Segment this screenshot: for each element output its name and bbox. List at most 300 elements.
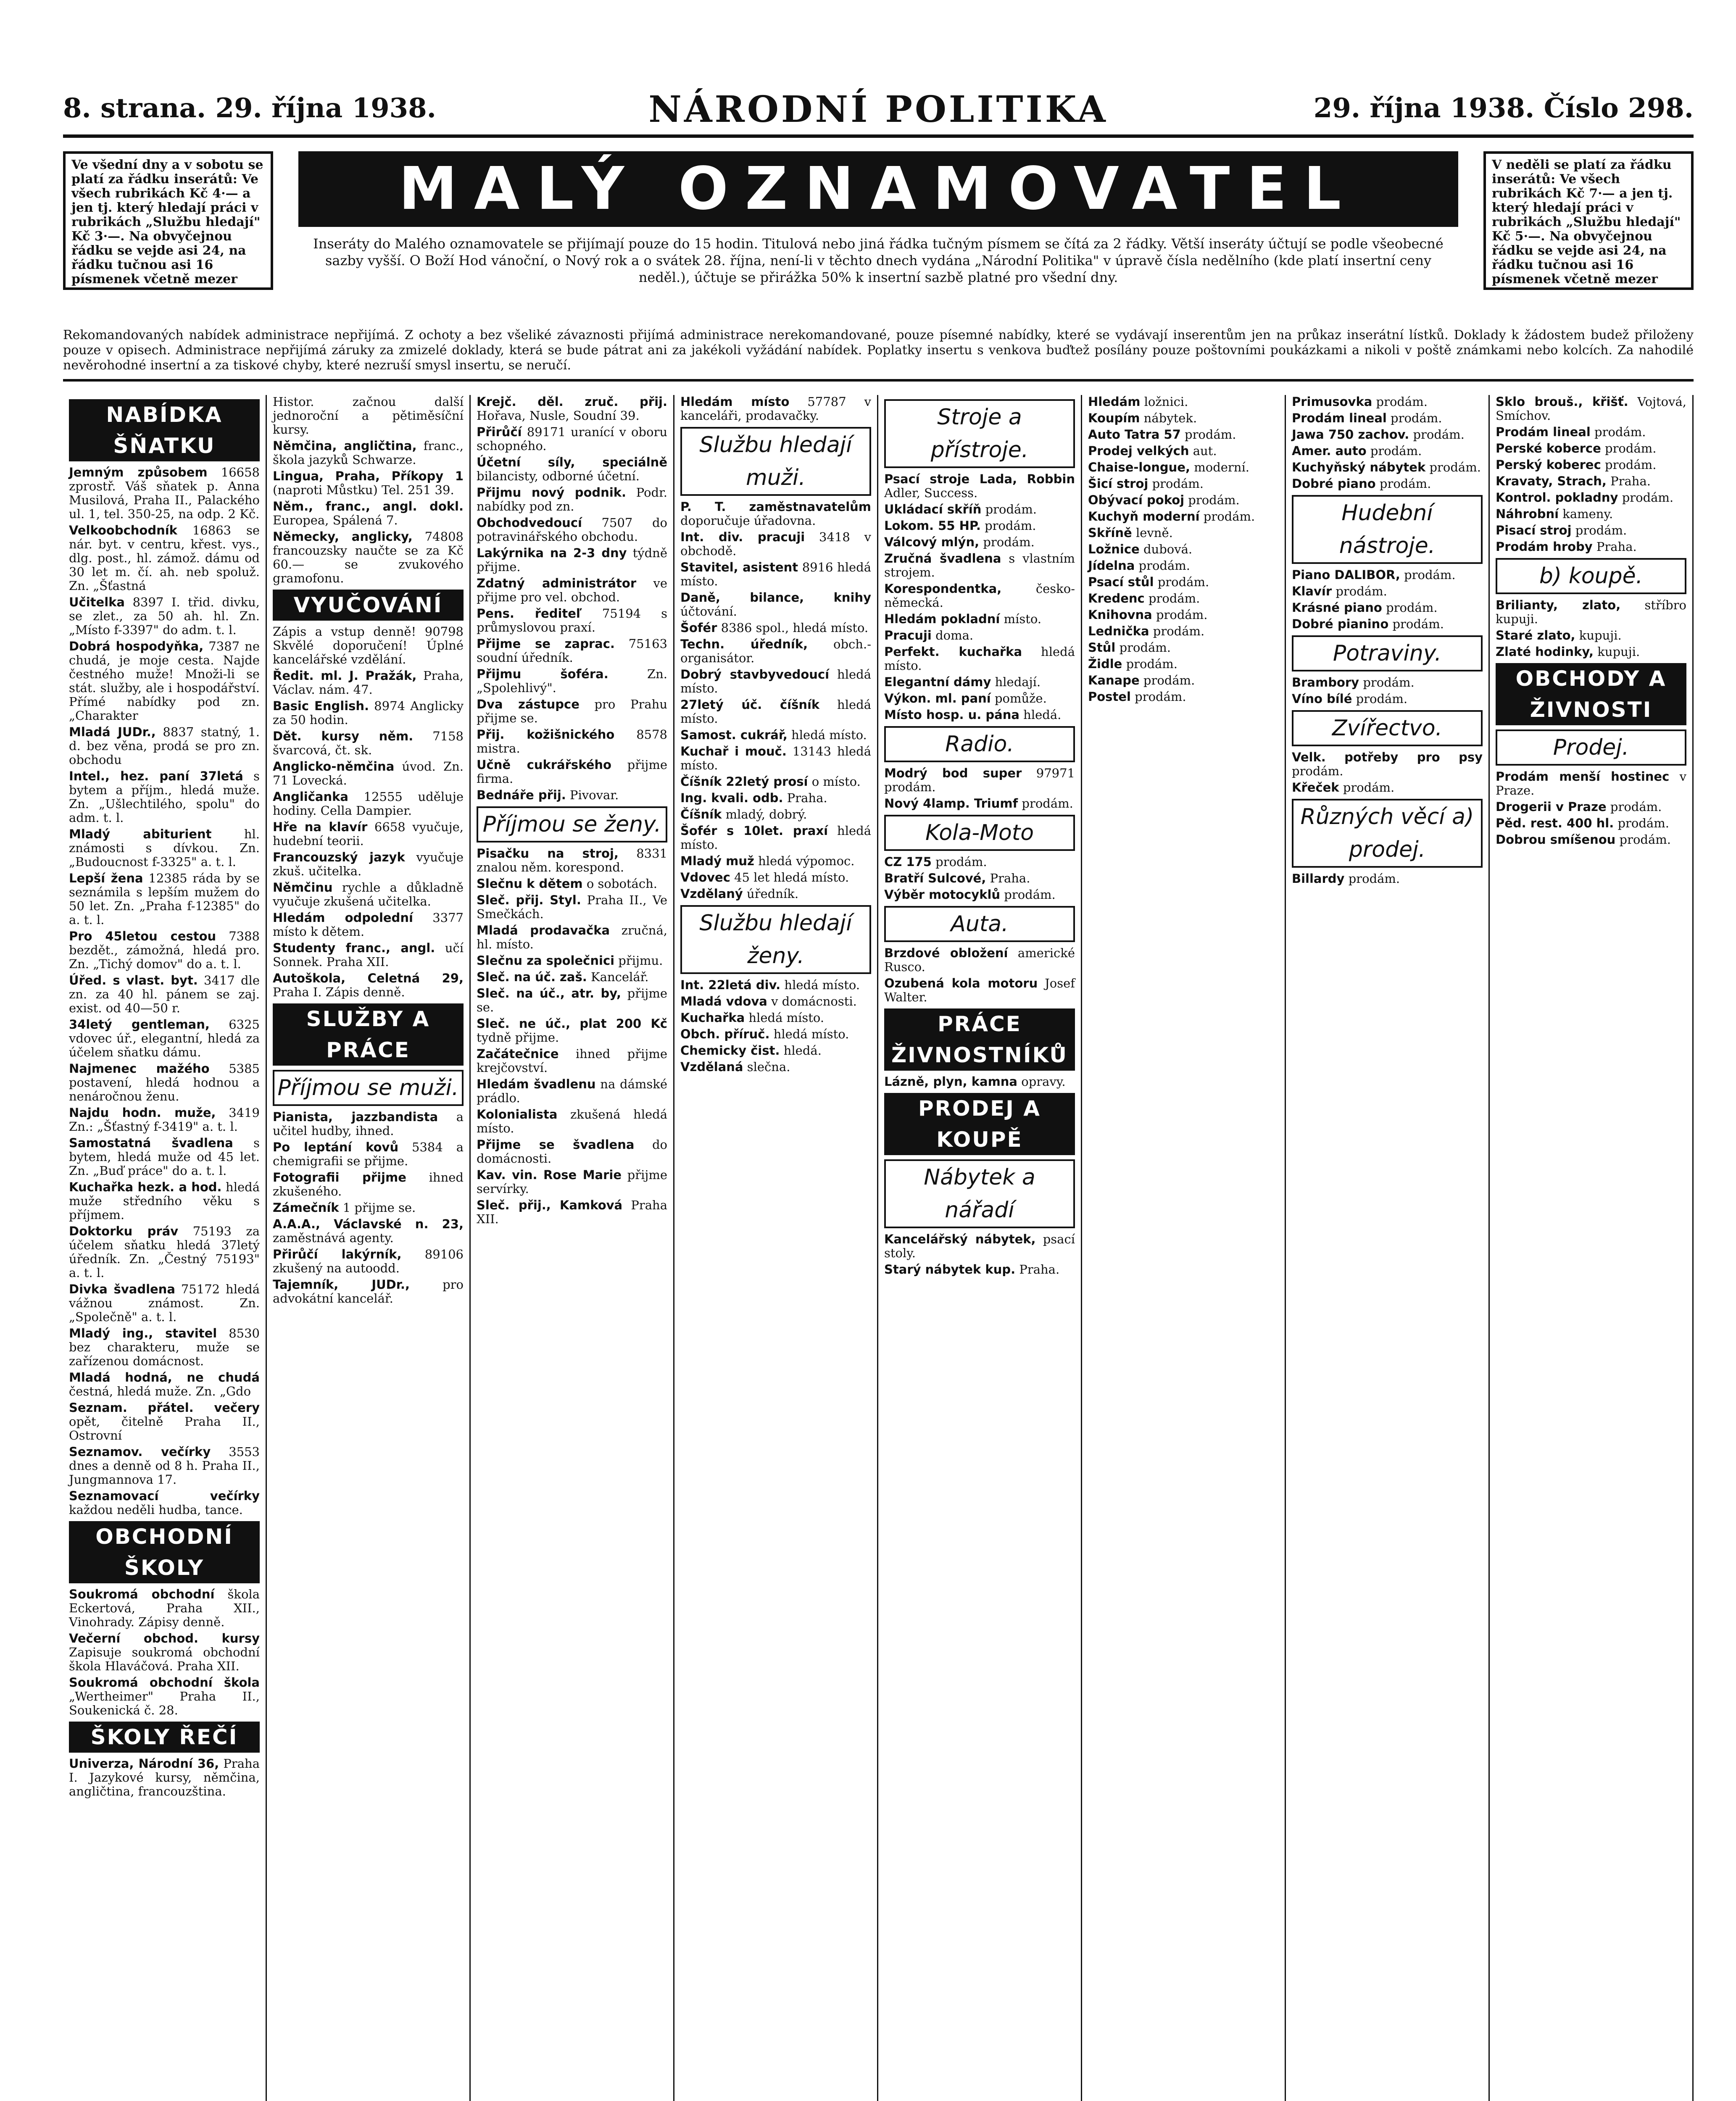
ad-body: hledá muže středního věku s příjmem. xyxy=(69,1180,260,1222)
ad-headline: Postel xyxy=(1088,690,1131,704)
ad-body: 7388 bezdět., zámožná, hledá pro. Zn. „Tichý domov" do a. t. l. xyxy=(69,929,260,971)
ad-body: 75163 soudní úředník. xyxy=(477,637,667,665)
classified-ad xyxy=(69,1401,260,1443)
ad-body: dubová. xyxy=(1143,542,1193,556)
classified-ad xyxy=(1496,458,1686,472)
classified-ad xyxy=(69,725,260,767)
ad-headline: Skříně xyxy=(1088,526,1132,540)
ad-body: 8837 statný, 1. d. bez věna, prodá se pro zn. obchodu xyxy=(69,725,260,767)
ad-body: Praha I. Zápis denně. xyxy=(273,985,405,999)
classified-ad xyxy=(69,871,260,927)
classified-ad xyxy=(69,1445,260,1487)
ad-body: hledá místo. xyxy=(884,645,1075,673)
ad-body: prodám. xyxy=(935,855,987,869)
ad-body: týdně přijme. xyxy=(477,546,668,574)
classified-ad xyxy=(884,797,1075,811)
section-heading: Auta. xyxy=(884,906,1075,942)
page-number-date: 8. strana. 29. října 1938. xyxy=(63,92,436,124)
ad-body: Praha. xyxy=(787,791,827,805)
ad-headline: Lokom. 55 HP. xyxy=(884,519,981,533)
classified-ad xyxy=(273,469,464,497)
ad-body: 16658 zprostř. Váš sňatek p. Anna Musilová, Praha II., Palackého ul. 1, tel. 350-25, na odp. 2 Kč. xyxy=(69,465,260,521)
ad-headline: Číšník xyxy=(680,807,722,821)
ad-body: kupuji. xyxy=(1597,645,1640,659)
classified-ad xyxy=(884,888,1075,902)
classified-ad xyxy=(477,758,667,786)
ad-body: každou neděli hudba, tance. xyxy=(69,1503,243,1517)
ad-headline: Jawa 750 zachov. xyxy=(1292,427,1409,442)
ad-body: doporučuje úřadovna. xyxy=(680,513,816,528)
classified-ad xyxy=(1292,568,1483,582)
classified-ad xyxy=(1292,428,1483,442)
ad-body: prodám. xyxy=(1605,441,1657,455)
ad-body: hl. známosti s dívkou. Zn. „Budoucnost f-3325" a. t. l. xyxy=(69,827,260,869)
ad-headline: Brzdové obložení xyxy=(884,946,1008,960)
classified-ad xyxy=(884,675,1075,689)
classified-ad xyxy=(680,1044,871,1058)
classified-ad xyxy=(680,887,871,901)
classified-ad xyxy=(69,1588,260,1629)
ad-headline: Seznamov. večírky xyxy=(69,1445,211,1459)
ad-headline: Zlaté hodinky, xyxy=(1496,645,1594,659)
ad-headline: Hledám místo xyxy=(680,395,790,409)
ad-headline: Nový 4lamp. Triumf xyxy=(884,796,1018,811)
ad-headline: Prodám lineal xyxy=(1292,411,1387,425)
ad-headline: Lednička xyxy=(1088,624,1149,638)
ad-body: prodám. xyxy=(1119,640,1171,655)
classified-ad xyxy=(884,977,1075,1004)
ad-headline: Sleč. ne úč., plat 200 Kč xyxy=(477,1016,667,1031)
ad-body: prodám. xyxy=(1575,523,1627,537)
ad-headline: Kontrol. pokladny xyxy=(1496,490,1618,505)
ad-body: hledají. xyxy=(995,675,1041,689)
ad-headline: Angličanka xyxy=(273,790,348,804)
classified-ad xyxy=(1496,800,1686,814)
classified-ad xyxy=(69,929,260,971)
ad-headline: Německy, anglicky, xyxy=(273,529,413,544)
classified-ad xyxy=(273,625,464,666)
ad-body: Podr. nabídky pod zn. xyxy=(477,485,667,513)
classified-ad xyxy=(69,1062,260,1103)
ad-body: ve přijme pro vel. obchod. xyxy=(477,576,667,604)
ad-body: Pivovar. xyxy=(570,788,619,802)
section-heading: b) koupě. xyxy=(1496,558,1686,594)
ad-body: 3418 v obchodě. xyxy=(680,530,872,558)
ad-body: rychle a důkladně vyučuje zkušená učitelka. xyxy=(273,880,464,908)
classified-ad xyxy=(477,1077,667,1105)
ad-body: pro advokátní kancelář. xyxy=(273,1277,464,1306)
ad-body: hledá místo. xyxy=(784,978,860,992)
classified-ad xyxy=(69,466,260,521)
ad-headline: Doktorku práv xyxy=(69,1224,179,1238)
ad-headline: Lepší žena xyxy=(69,871,143,885)
classified-ad xyxy=(680,995,871,1008)
ad-body: 6325 vdovec úř., elegantní, hledá za účelem sňatku dámu. xyxy=(69,1017,260,1059)
classified-ad xyxy=(1088,526,1279,540)
ad-columns xyxy=(63,395,1694,2101)
ad-body: prodám. xyxy=(1185,427,1236,442)
ad-body: ložnici. xyxy=(1144,395,1188,409)
ad-headline: Prodej velkých xyxy=(1088,444,1189,458)
classified-ad xyxy=(680,775,871,789)
ad-body: prodám. xyxy=(1610,800,1662,814)
classified-ad xyxy=(477,395,667,423)
classified-ad xyxy=(884,692,1075,706)
ad-body: s vlastním strojem. xyxy=(884,551,1075,579)
ad-headline: Korespondentka, xyxy=(884,582,1002,596)
ad-headline: Vzdělaný xyxy=(680,887,743,901)
ad-body: Praha I. Jazykové kursy, němčina, angličtina, francouzština. xyxy=(69,1756,260,1798)
classified-ad xyxy=(884,855,1075,869)
ad-body: hledá místo. xyxy=(773,1027,849,1041)
ad-body: 8397 I. třid. divku, se zlet., za 50 ah. hl. Zn. „Místo f-3397" do adm. t. l. xyxy=(69,595,260,637)
classified-ad xyxy=(1292,411,1483,425)
classified-ad xyxy=(69,1136,260,1178)
ad-headline: Dobrou smíšenou xyxy=(1496,832,1616,847)
classified-ad xyxy=(69,595,260,637)
ad-body: hledá. xyxy=(783,1043,822,1058)
classified-ad xyxy=(680,561,871,588)
ad-headline: Přirůčí lakýrník, xyxy=(273,1247,402,1261)
classified-ad xyxy=(273,1248,464,1275)
ad-headline: Jemným způsobem xyxy=(69,465,208,479)
ad-headline: Ing. kvali. odb. xyxy=(680,791,783,805)
ad-body: obch.-organisátor. xyxy=(680,637,871,665)
classified-ad xyxy=(1088,411,1279,425)
classified-ad xyxy=(1292,692,1483,706)
ad-body: 57787 v kanceláři, prodavačky. xyxy=(680,395,872,423)
classified-ad xyxy=(1088,428,1279,442)
ad-headline: Brilianty, zlato, xyxy=(1496,598,1621,612)
ad-headline: Velk. potřeby pro psy xyxy=(1292,750,1483,764)
classified-ad xyxy=(69,1018,260,1059)
classified-ad xyxy=(273,669,464,697)
ad-headline: Anglicko-němčina xyxy=(273,759,395,774)
ad-body: stříbro kupuji. xyxy=(1496,598,1687,626)
ad-body: pro Prahu přijme se. xyxy=(477,697,667,725)
classified-ad xyxy=(680,824,871,852)
classified-ad xyxy=(273,439,464,467)
classified-ad xyxy=(884,1232,1075,1260)
ad-body: 7387 ne chudá, je moje cesta. Najde čestného muže! Množi-li se stát. služby, ale i hospodářství. Přímé nabídky pod zn. „Charakter xyxy=(69,639,260,723)
page-header xyxy=(63,88,1694,138)
ad-body: prodám. xyxy=(1138,558,1191,573)
classified-ad xyxy=(1496,540,1686,554)
classified-ad xyxy=(477,924,667,951)
ad-body: slečna. xyxy=(747,1060,790,1074)
ad-headline: Obývací pokoj xyxy=(1088,493,1185,507)
classified-ad xyxy=(1292,444,1483,458)
section-heading: Prodej. xyxy=(1496,729,1686,766)
ad-body: prodám. xyxy=(983,535,1035,549)
classified-ad xyxy=(680,978,871,992)
ad-headline: Obchodvedoucí xyxy=(477,516,582,530)
ad-headline: Pianista, jazzbandista xyxy=(273,1110,438,1124)
ad-body: „Wertheimer" Praha II., Soukenická č. 28. xyxy=(69,1689,260,1717)
ad-body: Praha XII. xyxy=(477,1198,667,1226)
ad-headline: Kanape xyxy=(1088,673,1140,687)
ad-body: prodám. xyxy=(1404,568,1456,582)
ad-body: prodám. xyxy=(1619,832,1671,847)
classified-ad xyxy=(69,827,260,869)
ad-headline: Zámečník xyxy=(273,1201,339,1215)
classified-ad xyxy=(1496,645,1686,659)
ad-headline: Obch. příruč. xyxy=(680,1027,770,1041)
ad-headline: 34letý gentleman, xyxy=(69,1017,210,1032)
ad-body: hledá výpomoc. xyxy=(758,854,855,868)
ad-body: 75172 hledá vážnou známost. Zn. „Společně" a. t. l. xyxy=(69,1282,260,1324)
ad-headline: Přirůčí xyxy=(477,425,522,439)
ad-body: Zapisuje soukromá obchodní škola Hlaváčová. Praha XII. xyxy=(69,1645,260,1673)
ad-body: Kancelář. xyxy=(591,970,649,984)
ad-headline: Kuchyň moderní xyxy=(1088,509,1200,524)
classified-ad xyxy=(273,850,464,878)
ad-headline: Dobrý stavbyvedoucí xyxy=(680,667,830,682)
classified-ad xyxy=(1292,601,1483,615)
ad-headline: Prodám hroby xyxy=(1496,540,1593,554)
ad-body: ihned zkušeného. xyxy=(273,1170,464,1198)
ad-headline: Chemicky čist. xyxy=(680,1043,780,1058)
ad-headline: Univerza, Národní 36, xyxy=(69,1756,219,1771)
ad-headline: Perské koberce xyxy=(1496,441,1601,455)
classified-ad xyxy=(477,847,667,874)
ad-body: zkušená hledá místo. xyxy=(477,1107,667,1135)
classified-ad xyxy=(1496,442,1686,455)
classified-ad xyxy=(680,395,871,423)
ad-body: 5385 postavení, hledá hodnou a nenáročnou ženu. xyxy=(69,1061,260,1103)
ad-headline: Stůl xyxy=(1088,640,1116,655)
ad-column xyxy=(63,395,267,2101)
classified-ad xyxy=(1292,750,1483,778)
ad-headline: Víno bílé xyxy=(1292,692,1352,706)
ad-headline: Večerní obchod. kursy xyxy=(69,1631,260,1646)
classified-ad xyxy=(1292,477,1483,491)
section-heading: Službu hledají muži. xyxy=(680,427,871,496)
ad-headline: Kuchař i mouč. xyxy=(680,744,787,758)
ad-body: 12385 ráda by se seznámila s lepším mužem do 50 let. Zn. „Praha f-12385" do a. t. l. xyxy=(69,871,260,927)
classified-ad xyxy=(1496,833,1686,847)
ad-body: prodám. xyxy=(1391,411,1442,425)
ad-body: Praha. xyxy=(1610,474,1651,488)
classified-ad xyxy=(884,1263,1075,1277)
ad-headline: Drogerii v Praze xyxy=(1496,800,1607,814)
ad-headline: Přij. kožišnického xyxy=(477,727,615,742)
classified-ad xyxy=(1088,674,1279,687)
section-heading: Radio. xyxy=(884,726,1075,762)
classified-ad xyxy=(680,728,871,742)
ad-body: franc., škola jazyků Schwarze. xyxy=(273,439,464,467)
ad-body: v domácnosti. xyxy=(771,994,857,1008)
ad-body: s bytem a příjm., hledá muže. Zn. „Ušlechtilého, spolu" do adm. t. l. xyxy=(69,769,260,825)
ad-body: hledá místo. xyxy=(680,698,871,726)
ad-headline: Šofér xyxy=(680,621,717,635)
ad-body: prodám. xyxy=(1594,425,1646,439)
classified-ad xyxy=(273,972,464,999)
ad-body: úředník. xyxy=(747,887,799,901)
classified-ad xyxy=(273,1217,464,1245)
ad-body: prodám. xyxy=(1605,458,1657,472)
ad-headline: Učně cukrářského xyxy=(477,758,611,772)
ad-headline: Zdatný administrátor xyxy=(477,576,637,590)
classified-ad xyxy=(1088,542,1279,556)
ad-body: s bytem, hledá muže od 45 let. Zn. „Buď práce" do a. t. l. xyxy=(69,1136,260,1178)
ad-body: hledá místo. xyxy=(680,824,871,852)
ad-body: škola Eckertová, Praha XII., Vinohrady. Zápisy denně. xyxy=(69,1587,260,1629)
ad-body: tydně přijme. xyxy=(477,1030,559,1045)
ad-headline: Přijmu šoféra. xyxy=(477,667,609,681)
ad-headline: Najmenec mažého xyxy=(69,1061,210,1076)
classified-ad xyxy=(680,854,871,868)
classified-ad xyxy=(273,1278,464,1306)
ad-body: prodám. xyxy=(1004,887,1056,902)
ad-body: 89171 uranící v oboru schopného. xyxy=(477,425,667,453)
classified-ad xyxy=(1088,444,1279,458)
classified-ad xyxy=(1292,872,1483,886)
ad-headline: Auto Tatra 57 xyxy=(1088,427,1181,442)
ad-body: v Praze. xyxy=(1496,769,1687,798)
ad-headline: 27letý úč. číšník xyxy=(680,698,820,712)
ad-body: 97971 prodám. xyxy=(884,766,1075,794)
ad-body: 8916 hledá místo. xyxy=(680,560,871,588)
section-heading: Příjmou se ženy. xyxy=(477,806,667,843)
ad-body: prodám. xyxy=(985,502,1037,516)
classified-ad xyxy=(69,1282,260,1324)
classified-ad xyxy=(1088,461,1279,474)
ad-body: hledá místo. xyxy=(680,667,871,695)
ad-headline: Začátečnice xyxy=(477,1047,559,1061)
ad-headline: Něm., franc., angl. dokl. xyxy=(273,499,464,513)
section-heading: Stroje a přístroje. xyxy=(884,399,1075,468)
classified-ad xyxy=(477,486,667,513)
classified-ad xyxy=(1292,781,1483,795)
ad-headline: Ozubená kola motoru xyxy=(884,976,1038,990)
ad-headline: Dobré pianino xyxy=(1292,617,1389,631)
ad-headline: Sleč. na úč. zaš. xyxy=(477,970,587,984)
ad-headline: Hledám pokladní xyxy=(884,612,1000,626)
section-heading: Nábytek a nářadí xyxy=(884,1159,1075,1228)
classified-ad xyxy=(680,1060,871,1074)
ad-headline: Šofér s 10let. praxí xyxy=(680,824,828,838)
issue-date-number: 29. října 1938. Číslo 298. xyxy=(1313,92,1694,124)
classified-ad xyxy=(1496,425,1686,439)
ad-body: Praha II., Ve Smečkách. xyxy=(477,893,668,921)
ad-headline: Dobrá hospodyňka, xyxy=(69,639,204,653)
classified-ad xyxy=(477,788,667,802)
ad-headline: Psací stroje Lada, Robbin xyxy=(884,472,1075,486)
section-heading: Potraviny. xyxy=(1292,635,1483,671)
classified-ad xyxy=(680,1011,871,1025)
classified-ad xyxy=(477,516,667,544)
section-heading: OBCHODY A ŽIVNOSTI xyxy=(1496,663,1686,725)
ad-headline: Pro 45letou cestou xyxy=(69,929,216,943)
classified-ad xyxy=(477,1198,667,1226)
ad-body: prodám. xyxy=(1413,427,1465,442)
ad-headline: Stavitel, asistent xyxy=(680,560,798,574)
ad-body: Europea, Spálená 7. xyxy=(273,513,398,527)
ad-column xyxy=(1082,395,1286,2101)
classified-ad xyxy=(1088,575,1279,589)
ad-body: 12555 uděluje hodiny. Cella Dampier. xyxy=(273,790,464,818)
classified-ad xyxy=(1496,395,1686,423)
ad-body: Praha, Václav. nám. 47. xyxy=(273,669,464,697)
ad-headline: Seznam. přátel. večery xyxy=(69,1401,260,1415)
classified-ad xyxy=(477,1047,667,1075)
ad-headline: Místo hosp. u. pána xyxy=(884,708,1019,722)
ad-headline: Hledám švadlenu xyxy=(477,1077,596,1091)
ad-headline: Dobré piano xyxy=(1292,477,1376,491)
classified-ad xyxy=(884,946,1075,974)
classified-ad xyxy=(680,698,871,726)
ad-body: 75193 za účelem sňatku hledá 37letý úředník. Zn. „Čestný 75193" a. t. l. xyxy=(69,1224,260,1280)
newspaper-title: NÁRODNÍ POLITIKA xyxy=(648,88,1108,131)
ad-headline: Intel., hez. paní 37letá xyxy=(69,769,243,783)
classified-ad xyxy=(273,1140,464,1168)
ad-body: česko-německá. xyxy=(884,582,1075,610)
ad-headline: Mladá prodavačka xyxy=(477,923,610,937)
classified-ad xyxy=(1496,491,1686,505)
ad-headline: Přijme se švadlena xyxy=(477,1137,635,1152)
ad-body: 16863 se nár. byt. v centru, křest. vys., dlg. post., hl. zámož. dámu od 30 let m. čí. ah. neb spoluž. Zn. „Šťastná xyxy=(69,523,260,593)
ad-headline: Němčina, angličtina, xyxy=(273,439,417,453)
ad-headline: Lakýrnika na 2-3 dny xyxy=(477,546,627,560)
classified-ad xyxy=(69,1676,260,1717)
classified-ad xyxy=(1088,510,1279,524)
ad-body: prodám. xyxy=(1336,584,1387,598)
classified-ad xyxy=(477,425,667,453)
ad-headline: Mladý abiturient xyxy=(69,827,212,841)
classified-ad xyxy=(1292,584,1483,598)
classified-ad xyxy=(884,612,1075,626)
classified-ad xyxy=(1088,624,1279,638)
ad-body: Histor. začnou další jednoroční a pětiměsíční kursy. xyxy=(273,395,464,437)
classified-ad xyxy=(1496,629,1686,642)
ad-headline: Prodám lineal xyxy=(1496,425,1591,439)
ad-body: Adler, Success. xyxy=(884,486,978,500)
ad-body: 7507 do potravinářského obchodu. xyxy=(477,516,668,544)
ad-headline: Sleč. přij., Kamková xyxy=(477,1198,623,1212)
ad-headline: Basic English. xyxy=(273,699,369,713)
ad-headline: Mladá JUDr., xyxy=(69,725,156,739)
classified-ad xyxy=(477,1017,667,1045)
ad-headline: Hledám xyxy=(1088,395,1141,409)
ad-body: zručná, hl. místo. xyxy=(477,923,667,951)
ad-body: (naproti Můstku) Tel. 251 39. xyxy=(273,483,454,497)
ad-column xyxy=(471,395,674,2101)
ad-body: prodám. xyxy=(1343,780,1395,795)
classified-ad xyxy=(477,877,667,891)
ad-body: prodám. xyxy=(1356,692,1408,706)
ad-headline: Divka švadlena xyxy=(69,1282,175,1296)
ad-headline: Kancelářský nábytek, xyxy=(884,1232,1036,1246)
classified-ad xyxy=(1088,641,1279,655)
ad-headline: Židle xyxy=(1088,657,1122,671)
section-heading: Různých věcí a) prodej. xyxy=(1292,799,1483,868)
ad-body: prodám. xyxy=(1386,600,1438,615)
ad-headline: Koupím xyxy=(1088,411,1140,425)
ad-body: 45 let hledá místo. xyxy=(734,870,849,885)
classified-ad xyxy=(69,1224,260,1280)
ad-body: 3419 Zn.: „Šťastný f-3419" a. t. l. xyxy=(69,1106,260,1134)
ad-headline: Bednáře přij. xyxy=(477,788,566,802)
classified-ad xyxy=(884,582,1075,610)
classified-ad xyxy=(884,708,1075,722)
ad-body: prodám. xyxy=(1370,444,1422,458)
classified-ad xyxy=(273,881,464,908)
ad-body: opravy. xyxy=(1021,1074,1066,1089)
ad-body: Praha. xyxy=(1019,1262,1060,1277)
classified-ad xyxy=(680,668,871,695)
classified-ad xyxy=(273,1171,464,1198)
